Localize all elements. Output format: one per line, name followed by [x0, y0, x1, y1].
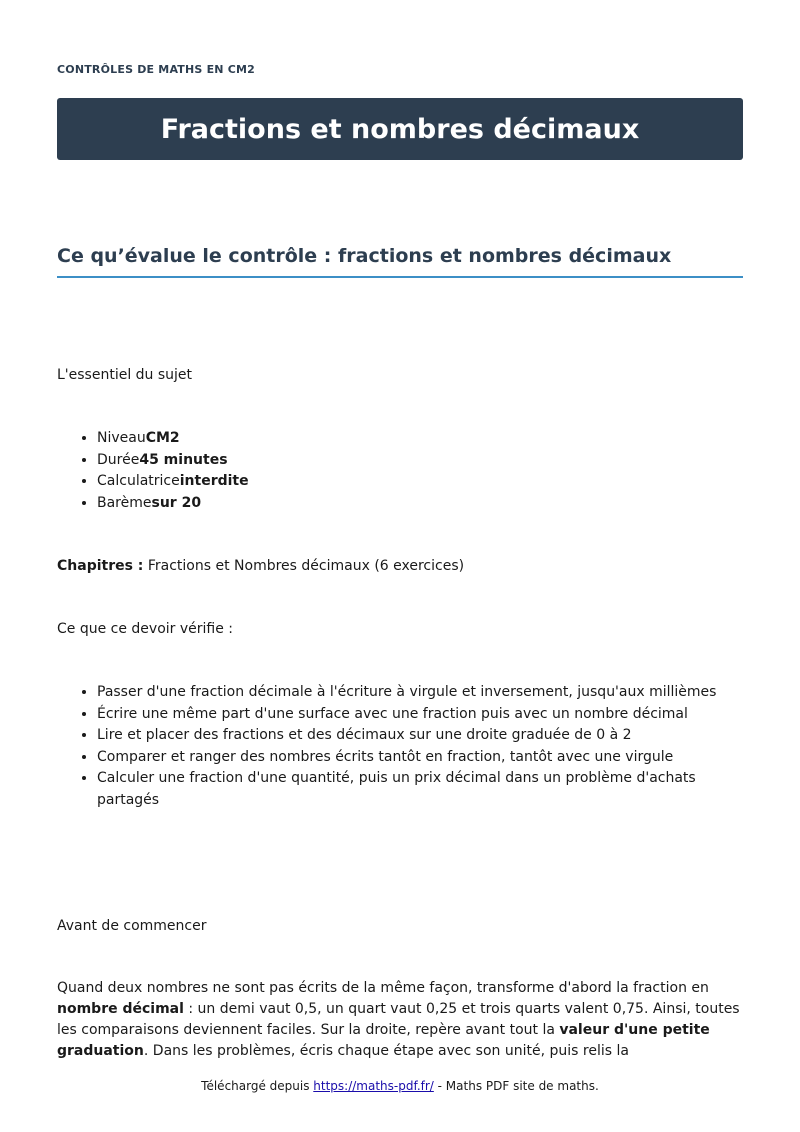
essentials-intro: L'essentiel du sujet — [57, 367, 193, 383]
list-item: • Comparer et ranger des nombres écrits tantôt en fraction, tantôt avec une virgule — [97, 747, 743, 769]
eyebrow-label: CONTRÔLES DE MATHS EN CM2 — [57, 63, 255, 76]
before-heading: Avant de commencer — [57, 918, 207, 934]
essentials-list — [57, 428, 249, 514]
title-banner — [57, 98, 743, 160]
item-value: sur 20 — [151, 494, 202, 511]
list-item: • Écrire une même part d'une surface avec une fraction puis avec un nombre décimal — [97, 704, 743, 726]
item-label: Calculatrice — [97, 473, 180, 489]
list-item — [97, 428, 249, 450]
chapters-text: Fractions et Nombres décimaux (6 exercices) — [143, 558, 465, 574]
chapters-label: Chapitres : — [57, 558, 144, 574]
checks-intro: Ce que ce devoir vérifie : — [57, 621, 234, 637]
advice-text-1: Quand deux nombres ne sont pas écrits de la même façon, transforme d'abord la fraction en — [57, 980, 709, 996]
advice-text-3: . Dans les problèmes, écris chaque étape avec son unité, puis relis la — [143, 1043, 629, 1059]
footer-prefix: Téléchargé depuis — [201, 1079, 314, 1093]
item-label: Barème — [97, 494, 152, 511]
checks-list — [57, 682, 743, 811]
advice-bold-1: nombre décimal — [57, 1001, 184, 1017]
item-value: CM2 — [145, 430, 180, 446]
item-value: interdite — [179, 473, 249, 489]
item-value: 45 minutes — [139, 451, 228, 468]
item-label: Durée — [97, 451, 140, 468]
advice-text-2: : un demi vaut 0,5, un quart vaut 0,25 et trois quarts valent 0,75. Ainsi, toutes les comparaisons deviennent faciles. Sur la droite, repère avant tout la — [57, 1001, 740, 1038]
item-label: Niveau — [97, 430, 146, 446]
list-item: • Lire et placer des fractions et des décimaux sur une droite graduée de 0 à 2 — [97, 725, 743, 747]
footer-suffix: - Maths PDF site de maths. — [433, 1079, 599, 1093]
advice-bold-2: valeur d'une petite graduation — [57, 1022, 710, 1059]
advice-paragraph — [57, 978, 743, 1062]
page-title: Fractions et nombres décimaux — [160, 113, 640, 145]
section-heading: Ce qu’évalue le contrôle : fractions et nombres décimaux — [57, 245, 743, 278]
page-footer — [0, 1079, 800, 1093]
list-item — [97, 493, 249, 515]
list-item: • Passer d'une fraction décimale à l'écriture à virgule et inversement, jusqu'aux millièmes — [97, 682, 743, 704]
footer-link[interactable]: https://maths-pdf.fr/ — [313, 1079, 434, 1093]
list-item — [97, 471, 249, 493]
list-item: • Calculer une fraction d'une quantité, puis un prix décimal dans un problème d'achats partagés — [97, 768, 743, 811]
chapters-line — [57, 556, 464, 577]
list-item — [97, 450, 249, 472]
